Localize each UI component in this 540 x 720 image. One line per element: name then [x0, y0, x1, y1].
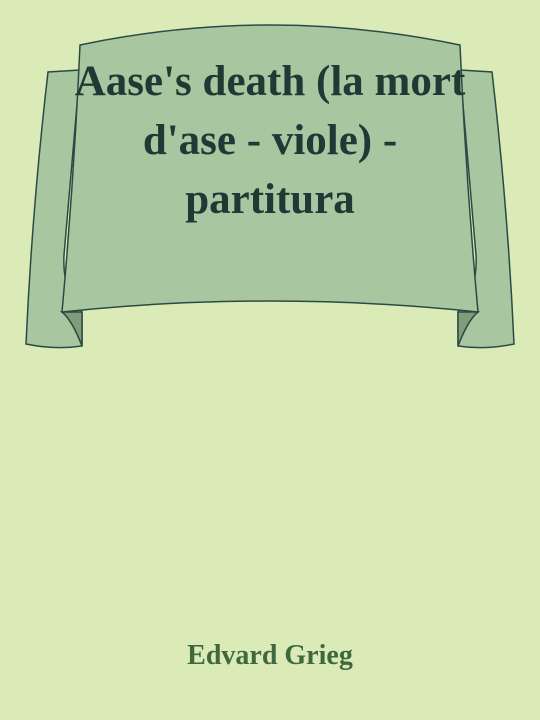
book-title: Aase's death (la mort d'ase - viole) - partitura — [74, 58, 466, 223]
book-author: Edvard Grieg — [187, 640, 353, 671]
